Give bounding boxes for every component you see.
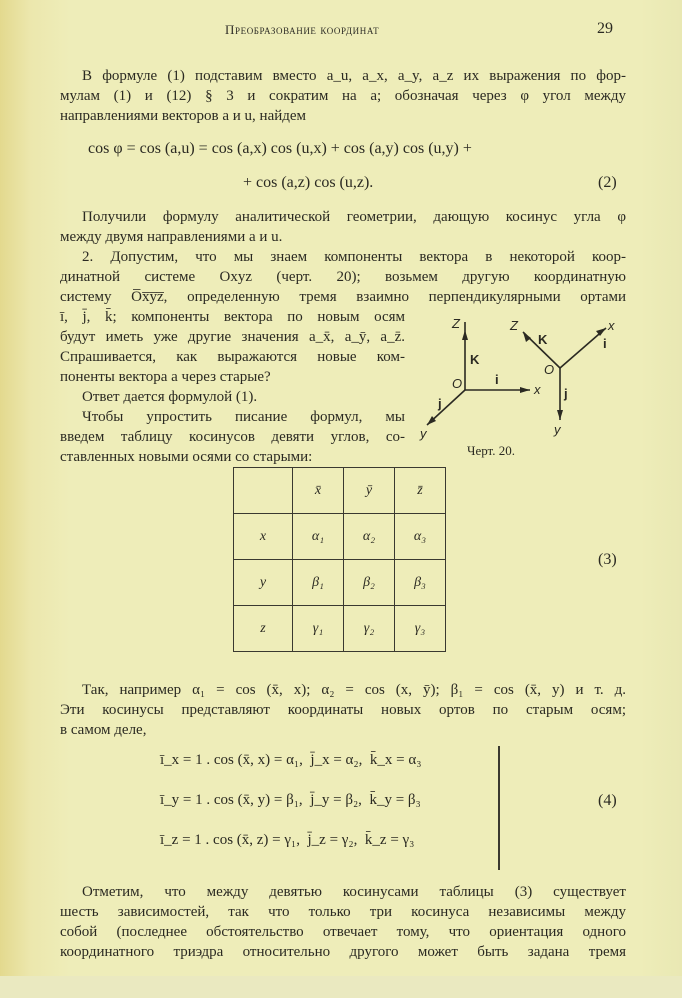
text-line: введем таблицу косинусов девяти углов, со-	[60, 429, 405, 445]
table-cell: β₂	[344, 560, 395, 606]
text-line: между двумя направлениями a и u.	[60, 229, 283, 245]
table-cell: x	[234, 514, 293, 560]
table-cell: y	[234, 560, 293, 606]
text-line: Ответ дается формулой (1).	[82, 389, 258, 405]
table-cell: γ₃	[395, 606, 446, 652]
formula-term: j̄_x = α₂,	[310, 752, 363, 768]
table-cell: α₂	[344, 514, 395, 560]
table-cell: α₃	[395, 514, 446, 560]
paragraph-1	[60, 66, 626, 126]
text-line: ī, j̄, k̄; компоненты вектора по новым осям	[60, 309, 405, 325]
text-line: координатного триэдра относительно другого может быть задана тремя	[60, 944, 626, 960]
cosine-table	[233, 467, 446, 652]
running-title: Преобразование координат	[225, 22, 380, 37]
table-cell: ȳ	[344, 468, 395, 514]
formula-term: ī_z = 1 . cos (x̄, z) = γ₁,	[160, 832, 300, 848]
formula-4-row-2	[160, 792, 421, 809]
svg-text:y: y	[420, 426, 427, 441]
table-header-row	[234, 468, 446, 514]
page-number: 29	[597, 20, 613, 37]
svg-text:Z: Z	[452, 316, 460, 331]
formula-4-row-1	[160, 752, 421, 769]
formula-term: j̄_y = β₂,	[310, 792, 362, 808]
text-line: Так, например α₁ = cos (x̄, x); α₂ = cos (x, ȳ); β₁ = cos (x̄, y) и т. д.	[82, 682, 626, 698]
text-line: динатной системе Oxyz (черт. 20); возьмем другую координатную	[60, 269, 626, 285]
svg-text:x: x	[534, 382, 541, 397]
svg-text:i: i	[495, 372, 499, 387]
formula-term: k̄_z = γ₃	[364, 832, 415, 848]
formula-2-line-2: + cos (a,z) cos (u,z).	[243, 174, 374, 191]
table-cell: z	[234, 606, 293, 652]
text-line: шесть зависимостей, так что только три косинуса независимы между	[60, 904, 626, 920]
table-cell	[234, 468, 293, 514]
formula-term: ī_y = 1 . cos (x̄, y) = β₁,	[160, 792, 303, 808]
svg-text:i: i	[603, 336, 607, 351]
table-cell: γ₂	[344, 606, 395, 652]
svg-text:y: y	[554, 422, 561, 437]
svg-text:O: O	[452, 376, 463, 391]
text-line: будут иметь уже другие значения a_x̄, a_ȳ, a_z̄.	[60, 329, 405, 345]
table-cell: γ₁	[293, 606, 344, 652]
text-line: Эти косинусы представляют координаты новых ортов по старым осям;	[60, 702, 626, 718]
text-line: в самом деле,	[60, 722, 147, 738]
text-line: Чтобы упростить писание формул, мы	[82, 409, 405, 425]
text-line: мулам (1) и (12) § 3 и сократим на a; обозначая через φ угол между	[60, 88, 626, 104]
paragraph-3	[60, 247, 626, 307]
table-cell: α₁	[293, 514, 344, 560]
table-row	[234, 560, 446, 606]
text-line: Отметим, что между девятью косинусами таблицы (3) существует	[82, 884, 626, 900]
table-cell: β₃	[395, 560, 446, 606]
text-line: поненты вектора a через старые?	[60, 369, 271, 385]
formula-4-row-3	[160, 832, 414, 849]
text-line: собой (последнее обстоятельство отвечает тому, что ориентация одного	[60, 924, 626, 940]
svg-text:Z: Z	[510, 318, 518, 333]
paragraph-2	[60, 207, 626, 247]
svg-text:K: K	[538, 332, 548, 347]
figure-20-coordinate-systems	[410, 300, 650, 470]
svg-text:x: x	[608, 318, 615, 333]
table-cell: z̄	[395, 468, 446, 514]
equation-number-4: (4)	[598, 792, 617, 809]
paragraph-7	[60, 882, 626, 962]
formula-term: k̄_x = α₃	[369, 752, 422, 768]
text-line: Спрашивается, как выражаются новые ком-	[60, 349, 405, 365]
svg-text:O: O	[544, 362, 555, 377]
table-cell: x̄	[293, 468, 344, 514]
text-line: систему O̅x̅y̅z̅, определенную тремя взаимно перпендикулярными ортами	[60, 289, 626, 305]
text-line: ставленных новыми осями со старыми:	[60, 449, 313, 465]
paragraph-3-narrow	[60, 307, 405, 467]
table-row	[234, 606, 446, 652]
text-line: 2. Допустим, что мы знаем компоненты вектора в некоторой коор-	[82, 249, 626, 265]
formula-2-line-1: cos φ = cos (a,u) = cos (a,x) cos (u,x) + cos (a,y) cos (u,y) +	[88, 140, 472, 157]
formula-term: ī_x = 1 . cos (x̄, x) = α₁,	[160, 752, 303, 768]
equation-number-2: (2)	[598, 174, 617, 191]
formula-term: j̄_z = γ₂,	[307, 832, 358, 848]
table-row	[234, 514, 446, 560]
equation-number-3: (3)	[598, 551, 617, 568]
formula-term: k̄_y = β₃	[369, 792, 421, 808]
text-line: Получили формулу аналитической геометрии, дающую косинус угла φ	[82, 209, 626, 225]
svg-text:K: K	[470, 352, 480, 367]
text-line: направлениями векторов a и u, найдем	[60, 108, 307, 124]
figure-caption: Черт. 20.	[467, 443, 516, 458]
formula-4-brace	[498, 746, 500, 870]
paragraph-6	[60, 680, 626, 740]
svg-text:j: j	[564, 386, 568, 401]
text-line: В формуле (1) подставим вместо a_u, a_x, a_y, a_z их выражения по фор-	[82, 68, 626, 84]
svg-text:j: j	[438, 396, 442, 411]
table-cell: β₁	[293, 560, 344, 606]
